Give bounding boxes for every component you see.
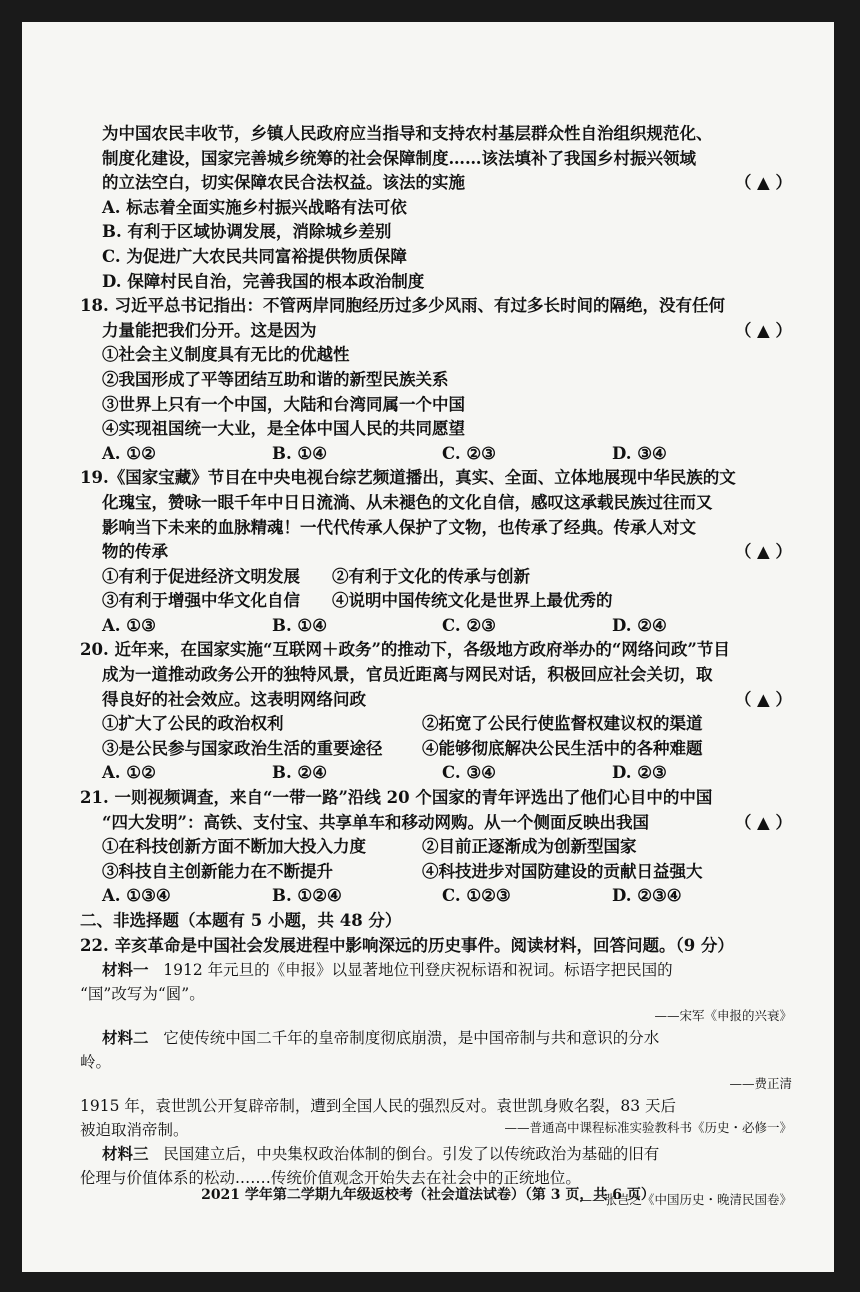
q21-item: ④科技进步对国防建设的贡献日益强大 xyxy=(422,861,703,881)
q18-item: ④实现祖国统一大业，是全体中国人民的共同愿望 xyxy=(102,419,465,439)
q21-stem-line: “四大发明”：高铁、支付宝、共享单车和移动网购。从一个侧面反映出我国 （ ▲ ） xyxy=(102,811,792,836)
material-1-line: “国”改写为“囻”。 xyxy=(80,985,205,1004)
material-2b-line: 1915 年，袁世凯公开复辟帝制，遭到全国人民的强烈反对。袁世凯身败名裂，83 天后 xyxy=(80,1097,677,1116)
q19-item: ③有利于增强中华文化自信 xyxy=(102,591,300,611)
choice-a: A. ①③④ xyxy=(102,886,171,906)
q17-stem-line: 制度化建设，国家完善城乡统筹的社会保障制度……该法填补了我国乡村振兴领域 xyxy=(102,148,696,168)
choice-b: B. ①④ xyxy=(272,443,328,463)
q17-option-b: B. 有利于区域协调发展，消除城乡差别 xyxy=(102,222,392,242)
q19-stem-line: 影响当下未来的血脉精魂！一代代传承人保护了文物，也传承了经典。传承人对文 xyxy=(102,517,696,537)
q20-item: ③是公民参与国家政治生活的重要途径 xyxy=(102,738,383,758)
answer-blank: （ ▲ ） xyxy=(734,689,792,709)
choice-a: A. ①② xyxy=(102,443,156,463)
q18-item: ①社会主义制度具有无比的优越性 xyxy=(102,345,350,365)
material-2-source: ——费正清 xyxy=(729,1076,792,1092)
material-2b-source: ——普通高中课程标准实验教科书《历史・必修一》 xyxy=(504,1120,792,1136)
q19-item: ①有利于促进经济文明发展 xyxy=(102,566,300,586)
material-1-source: ——宋军《申报的兴衰》 xyxy=(654,1008,792,1024)
q19-item: ②有利于文化的传承与创新 xyxy=(332,566,530,586)
q21-item: ②目前正逐渐成为创新型国家 xyxy=(422,837,637,857)
answer-blank: （ ▲ ） xyxy=(734,812,792,832)
q18-stem-line: 18. 习近平总书记指出：不管两岸同胞经历过多少风雨、有过多长时间的隔绝，没有任何 xyxy=(80,296,725,316)
material-3-label: 材料三 xyxy=(102,1144,149,1164)
answer-blank: （ ▲ ） xyxy=(734,542,792,562)
choice-c: C. ③④ xyxy=(442,763,496,783)
q19-stem-line: 19.《国家宝藏》节目在中央电视台综艺频道播出，真实、全面、立体地展现中华民族的文 xyxy=(80,468,736,488)
choice-c: C. ②③ xyxy=(442,615,496,635)
choice-c: C. ①②③ xyxy=(442,886,511,906)
q21-item: ①在科技创新方面不断加大投入力度 xyxy=(102,837,366,857)
choice-b: B. ①②④ xyxy=(272,886,342,906)
choice-a: A. ①③ xyxy=(102,615,156,635)
material-2-line: 材料二 它使传统中国二千年的皇帝制度彻底崩溃，是中国帝制与共和意识的分水 xyxy=(102,1028,660,1048)
q17-option-d: D. 保障村民自治，完善我国的根本政治制度 xyxy=(102,271,425,291)
choice-d: D. ③④ xyxy=(612,443,667,463)
q20-stem-line: 20. 近年来，在国家实施“互联网＋政务”的推动下，各级地方政府举办的“网络问政”节目 xyxy=(80,640,730,660)
q17-option-c: C. 为促进广大农民共同富裕提供物质保障 xyxy=(102,246,407,266)
q19-item: ④说明中国传统文化是世界上最优秀的 xyxy=(332,591,613,611)
q18-choices xyxy=(102,442,792,467)
material-2-line: 岭。 xyxy=(80,1053,112,1072)
choice-d: D. ②③ xyxy=(612,763,667,783)
exam-content xyxy=(80,122,792,1210)
answer-blank: （ ▲ ） xyxy=(734,173,792,193)
choice-c: C. ②③ xyxy=(442,443,496,463)
q21-items xyxy=(102,860,792,885)
q20-stem-line: 得良好的社会效应。这表明网络问政 （ ▲ ） xyxy=(102,688,792,713)
choice-b: B. ①④ xyxy=(272,615,328,635)
q21-item: ③科技自主创新能力在不断提升 xyxy=(102,861,333,881)
material-2b-line: 被迫取消帝制。 ——普通高中课程标准实验教科书《历史・必修一》 xyxy=(80,1120,792,1140)
q17-stem-line: 的立法空白，切实保障农民合法权益。该法的实施 （ ▲ ） xyxy=(102,171,792,196)
page-footer: 2021 学年第二学期九年级返校考（社会道法试卷）（第 3 页，共 6 页） xyxy=(201,1187,655,1203)
q19-items xyxy=(102,589,792,614)
q17-option-a: A. 标志着全面实施乡村振兴战略有法可依 xyxy=(102,197,407,217)
q20-item: ④能够彻底解决公民生活中的各种难题 xyxy=(422,738,703,758)
q20-item: ①扩大了公民的政治权利 xyxy=(102,714,284,734)
q22-stem: 22. 辛亥革命是中国社会发展进程中影响深远的历史事件。阅读材料，回答问题。（9 分） xyxy=(80,935,734,955)
q17-stem-line: 为中国农民丰收节，乡镇人民政府应当指导和支持农村基层群众性自治组织规范化、 xyxy=(102,124,713,143)
material-3-line: 材料三 民国建立后，中央集权政治体制的倒台。引发了以传统政治为基础的旧有 xyxy=(102,1144,660,1164)
q21-items xyxy=(102,835,792,860)
q19-choices xyxy=(102,614,792,639)
q21-stem-line: 21. 一则视频调查，来自“一带一路”沿线 20 个国家的青年评选出了他们心目中的中国 xyxy=(80,788,713,808)
section-heading: 二、非选择题（本题有 5 小题，共 48 分） xyxy=(80,911,402,930)
q20-choices xyxy=(102,761,792,786)
material-2-label: 材料二 xyxy=(102,1028,149,1048)
material-3-source: ——张岂之《中国历史・晚清民国卷》 xyxy=(579,1192,792,1208)
q19-stem-line: 化瑰宝，赞咏一眼千年中日日流淌、从未褪色的文化自信，感叹这承载民族过往而又 xyxy=(102,492,713,512)
exam-page xyxy=(22,22,834,1272)
q20-stem-line: 成为一道推动政务公开的独特风景，官员近距离与网民对话，积极回应社会关切，取 xyxy=(102,665,713,685)
q18-item: ②我国形成了平等团结互助和谐的新型民族关系 xyxy=(102,369,449,389)
material-1-line: 材料一 1912 年元旦的《申报》以显著地位刊登庆祝标语和祝词。标语字把民国的 xyxy=(102,960,673,980)
material-1-label: 材料一 xyxy=(102,960,149,980)
answer-blank: （ ▲ ） xyxy=(734,320,792,340)
q20-item: ②拓宽了公民行使监督权建议权的渠道 xyxy=(422,714,703,734)
choice-b: B. ②④ xyxy=(272,763,328,783)
material-3-line: 伦理与价值体系的松动.……传统价值观念开始失去在社会中的正统地位。 xyxy=(80,1169,581,1188)
q18-item: ③世界上只有一个中国，大陆和台湾同属一个中国 xyxy=(102,394,465,414)
q20-items xyxy=(102,737,792,762)
q20-items xyxy=(102,712,792,737)
choice-d: D. ②③④ xyxy=(612,886,682,906)
choice-a: A. ①② xyxy=(102,763,156,783)
q19-stem-line: 物的传承 （ ▲ ） xyxy=(102,540,792,565)
q18-stem-line: 力量能把我们分开。这是因为 （ ▲ ） xyxy=(102,319,792,344)
q21-choices xyxy=(102,884,792,909)
q19-items xyxy=(102,565,792,590)
choice-d: D. ②④ xyxy=(612,615,667,635)
